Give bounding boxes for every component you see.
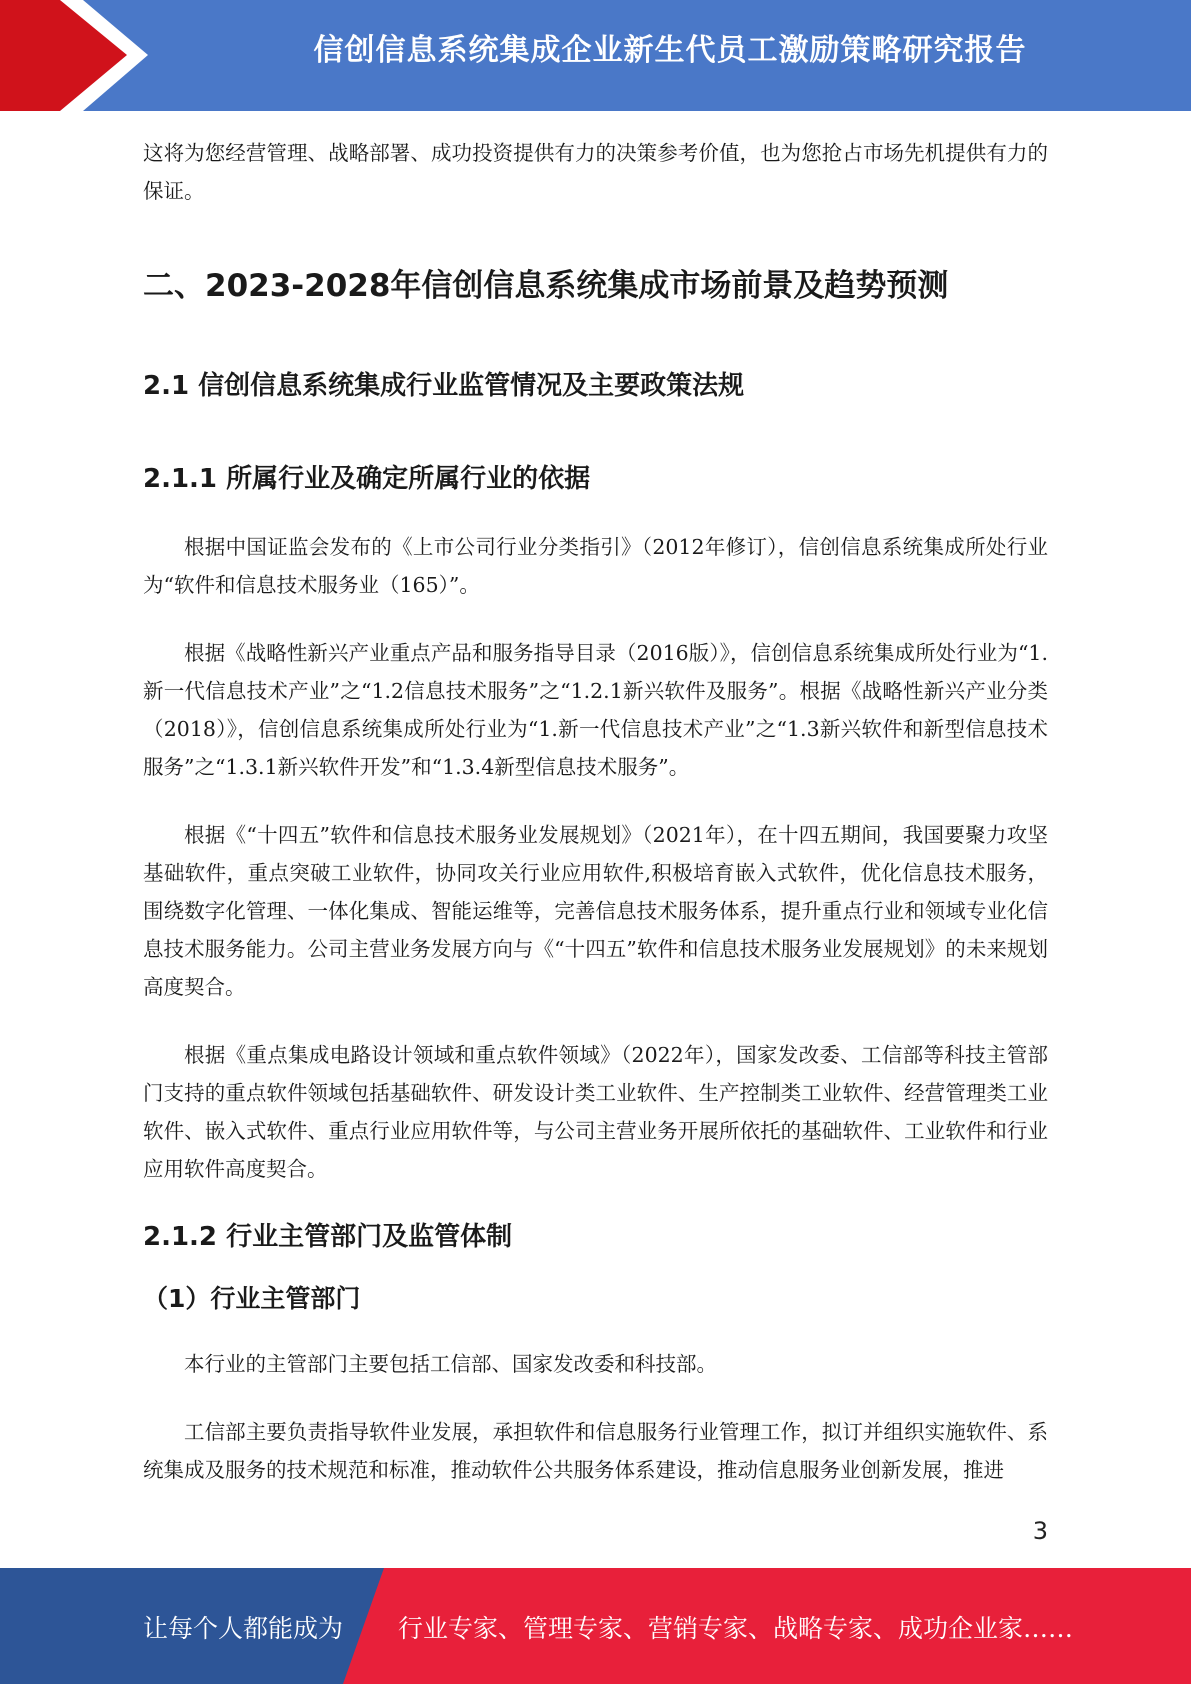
paragraph: 根据《重点集成电路设计领域和重点软件领域》（2022年），国家发改委、工信部等科技主管部门支持的重点软件领域包括基础软件、研发设计类工业软件、生产控制类工业软件、经营管理类工业软件、嵌入式软件、重点行业应用软件等，与公司主营业务开展所依托的基础软件、工业软件和行业应用软件高度契合。 bbox=[143, 1043, 1048, 1181]
section-2-1-heading: 2.1 信创信息系统集成行业监管情况及主要政策法规 bbox=[143, 371, 745, 401]
intro-paragraph: 这将为您经营管理、战略部署、成功投资提供有力的决策参考价值，也为您抢占市场先机提供有力的保证。 bbox=[143, 141, 1048, 203]
footer-banner bbox=[0, 1568, 1191, 1684]
subsection-heading: （1）行业主管部门 bbox=[143, 1284, 361, 1313]
header-banner bbox=[0, 0, 1191, 111]
section-2-heading: 二、2023-2028年信创信息系统集成市场前景及趋势预测 bbox=[143, 268, 949, 304]
page-content bbox=[143, 134, 1048, 1489]
paragraph: 根据《战略性新兴产业重点产品和服务指导目录（2016版）》，信创信息系统集成所处行业为“1.新一代信息技术产业”之“1.2信息技术服务”之“1.2.1新兴软件及服务”。根据《战略性新兴产业分类（2018）》，信创信息系统集成所处行业为“1.新一代信息技术产业”之“1.3新兴软件和新型信息技术服务”之“1.3.1新兴软件开发”和“1.3.4新型信息技术服务”。 bbox=[143, 641, 1048, 779]
footer-slogan-right: 行业专家、管理专家、营销专家、战略专家、成功企业家…… bbox=[398, 1614, 1074, 1643]
paragraph: 根据中国证监会发布的《上市公司行业分类指引》（2012年修订），信创信息系统集成所处行业为“软件和信息技术服务业（165）”。 bbox=[143, 535, 1048, 597]
report-title: 信创信息系统集成企业新生代员工激励策略研究报告 bbox=[313, 33, 1027, 68]
paragraph: 工信部主要负责指导软件业发展，承担软件和信息服务行业管理工作，拟订并组织实施软件、系统集成及服务的技术规范和标准，推动软件公共服务体系建设，推动信息服务业创新发展，推进 bbox=[143, 1420, 1048, 1482]
footer-slogan-left: 让每个人都能成为 bbox=[143, 1614, 344, 1643]
paragraph: 本行业的主管部门主要包括工信部、国家发改委和科技部。 bbox=[184, 1352, 717, 1376]
section-2-1-1-heading: 2.1.1 所属行业及确定所属行业的依据 bbox=[143, 464, 591, 494]
page-number: 3 bbox=[1032, 1517, 1048, 1545]
paragraph: 根据《“十四五”软件和信息技术服务业发展规划》（2021年），在十四五期间，我国要聚力攻坚基础软件，重点突破工业软件，协同攻关行业应用软件,积极培育嵌入式软件，优化信息技术服务，围绕数字化管理、一体化集成、智能运维等，完善信息技术服务体系，提升重点行业和领域专业化信息技术服务能力。公司主营业务发展方向与《“十四五”软件和信息技术服务业发展规划》的未来规划高度契合。 bbox=[143, 823, 1048, 999]
section-2-1-2-heading: 2.1.2 行业主管部门及监管体制 bbox=[143, 1222, 513, 1252]
